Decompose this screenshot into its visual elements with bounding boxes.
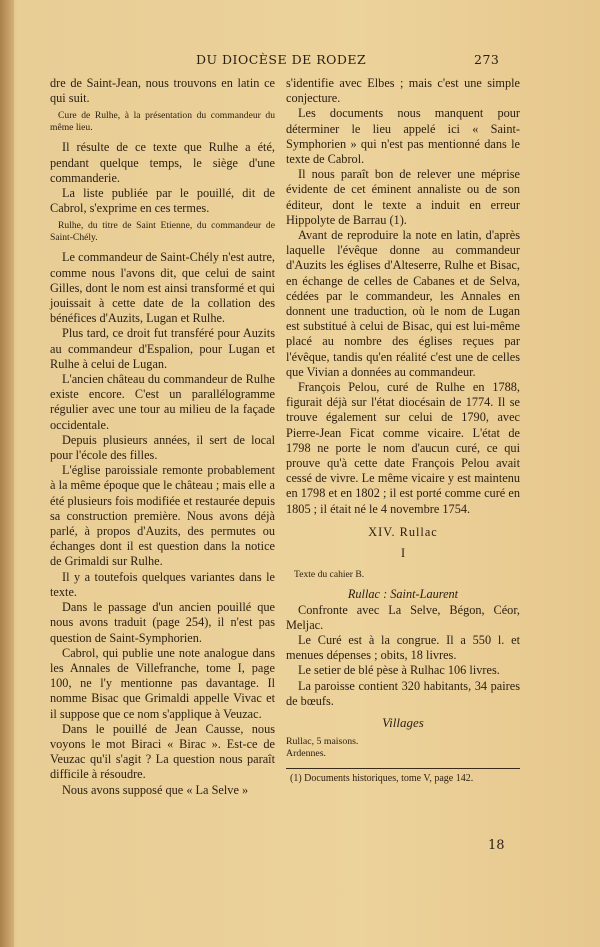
paragraph: L'ancien château du commandeur de Rulhe existe encore. C'est un parallélogramme régulier avec une tour au milieu de la façade occidentale. (50, 372, 275, 432)
running-header (0, 52, 600, 72)
paragraph: dre de Saint-Jean, nous trouvons en latin ce qui suit. (50, 76, 275, 106)
paragraph: Il nous paraît bon de relever une méprise évidente de cet éminent annaliste ou de son éditeur, dont le texte a induit en erreur Hippolyte de Barrau (1). (286, 167, 520, 227)
village-item: Rullac, 5 maisons. (286, 736, 359, 748)
parish-title: Rullac : Saint-Laurent (347, 587, 459, 602)
paragraph: Depuis plusieurs années, il sert de local pour l'école des filles. (50, 432, 275, 463)
paragraph: Nous avons supposé que « La Selve » (62, 782, 249, 797)
source-note: Texte du cahier B. (294, 569, 365, 581)
right-column (286, 76, 520, 785)
paragraph: Le commandeur de Saint-Chély n'est autre, comme nous l'avons dit, que celui de saint Gilles, dont le nom est ainsi transformé et qui jouissait à cette date de la collation des bénéfices d'Auzits, Lugan et Rulhe. (50, 250, 275, 326)
signature-mark: 18 (488, 838, 505, 853)
paragraph: s'identifie avec Elbes ; mais c'est une simple conjecture. (286, 76, 520, 106)
latin-note: Cure de Rulhe, à la présentation du commandeur du même lieu. (50, 110, 275, 134)
paragraph: Dans le pouillé de Jean Causse, nous voyons le mot Biraci « Birac ». Est-ce de Veuzac qu'il s'agit ? La question nous paraît difficile à résoudre. (50, 721, 275, 782)
paragraph: La liste publiée par le pouillé, dit de Cabrol, s'exprime en ces termes. (50, 186, 275, 216)
paragraph: Le setier de blé pèse à Rulhac 106 livres. (298, 663, 500, 678)
binding-shadow (0, 0, 14, 947)
paragraph: Dans le passage d'un ancien pouillé que nous avons traduit (page 254), il n'est pas question de Saint-Symphorien. (50, 600, 275, 645)
village-item: Ardennes. (286, 748, 326, 760)
paragraph: Il résulte de ce texte que Rulhe a été, pendant quelque temps, le siège d'une commanderie. (50, 140, 275, 185)
paragraph: Avant de reproduire la note en latin, d'après laquelle l'évêque donne au commandeur d'Auzits les églises d'Alteserre, Rulhe et Bisac, en échange de celles de Cabanes et de Selva, cédées par le commandeur, les Annales en donnent une traduction, où le nom de Lugan est substitué à celui de Bisac, qui est lui-même placé au nombre des églises reçues par l'évêque, tandis qu'en réalité c'est une de celles que Vivian a données au commandeur. (286, 228, 520, 379)
section-number: I (400, 546, 406, 561)
page-number: 273 (474, 52, 500, 67)
paragraph: Cabrol, qui publie une note analogue dans les Annales de Villefranche, tome I, page 100, ne l'y mentionne pas davantage. Il nomme Bisac que Grimaldi appelle Vivac et il suppose que ce nom s'applique à Veuzac. (50, 645, 275, 721)
left-column (50, 76, 275, 798)
header-title: DU DIOCÈSE DE RODEZ (196, 52, 367, 67)
section-heading: XIV. Rullac (368, 524, 438, 539)
footnote: (1) Documents historiques, tome V, page 142. (286, 768, 520, 785)
paragraph: Il y a toutefois quelques variantes dans le texte. (50, 569, 275, 599)
paragraph: Les documents nous manquent pour déterminer le lieu appelé ici « Saint-Symphorien » qui n'est pas mentionné dans le texte de Cabrol. (286, 106, 520, 167)
latin-note: Rulhe, du titre de Saint Etienne, du commandeur de Saint-Chély. (50, 220, 275, 244)
paragraph: L'église paroissiale remonte probablement à la même époque que le château ; mais elle a été plusieurs fois modifiée et restaurée depuis sa construction première. Nous avons déjà parlé, à propos d'Auzits, des permutes ou échanges dont il est question dans la notice de Grimaldi sur Rulhe. (50, 463, 275, 569)
villages-heading: Villages (382, 714, 424, 730)
paragraph: Le Curé est à la congrue. Il a 550 l. et menues dépenses ; obits, 18 livres. (286, 632, 520, 663)
paragraph: Plus tard, ce droit fut transféré pour Auzits au commandeur d'Espalion, pour Lugan et Rulhe à celui de Lugan. (50, 326, 275, 371)
paragraph: François Pelou, curé de Rulhe en 1788, figurait déjà sur l'état diocésain de 1774. Il se trouve également sur celui de 1790, avec Pierre-Jean Ficat comme vicaire. L'état de 1798 ne porte le nom d'aucun curé, ce qui prouve qu'à cette date François Pelou avait cessé de vivre. Le même vicaire y est maintenu en 1798 et en 1802 ; il est porté comme curé en 1805 ; il était né le 4 novembre 1754. (286, 380, 520, 516)
paragraph: La paroisse contient 320 habitants, 34 paires de bœufs. (286, 678, 520, 708)
paragraph: Confronte avec La Selve, Bégon, Céor, Meljac. (286, 602, 520, 632)
